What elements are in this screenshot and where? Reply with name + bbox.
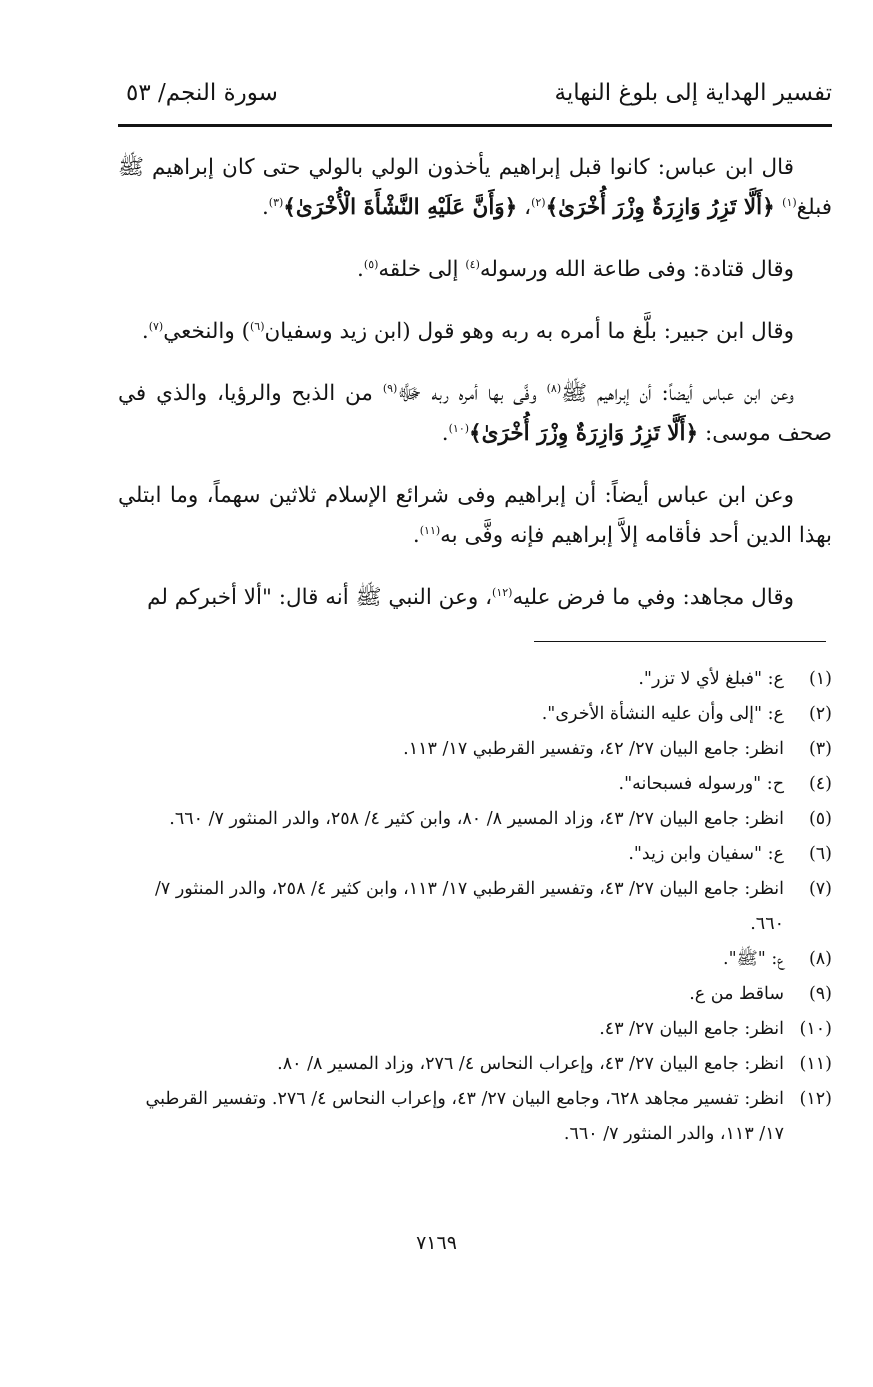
- text-run: وعن ابن عباس أيضاً: أن إبراهيم وفى شرائع الإسلام ثلاثين سهماً، وما ابتلي بهذا الدين أحد فأقامه إلاَّ إبراهيم فإنه وفَّى به: [118, 483, 832, 548]
- footnote-number: (٢): [808, 704, 832, 724]
- text-run: قال ابن عباس: كانوا قبل إبراهيم يأخذون الولي بالولي حتى كان إبراهيم ﷺ فبلغ: [118, 155, 832, 220]
- text-run: وقال قتادة: وفى طاعة الله ورسوله: [479, 257, 794, 282]
- footnote-item: [118, 767, 832, 802]
- footnote-text: انظر: جامع البيان ٢٧/ ٤٣، وإعراب النحاس ٤/ ٢٧٦، وزاد المسير ٨/ ٨٠.: [277, 1054, 784, 1074]
- paragraph: [118, 476, 832, 556]
- text-run: وفَّى بها أمره ربه ﷻ: [397, 381, 547, 406]
- footnote-marker: (١): [782, 195, 797, 209]
- footnote-item: [118, 802, 832, 837]
- footnote-text: انظر: جامع البيان ٢٧/ ٤٣.: [599, 1019, 784, 1039]
- footnote-text: ساقط من ع.: [689, 984, 784, 1004]
- footnote-number: (٦): [808, 844, 832, 864]
- text-run: .: [141, 319, 149, 344]
- page-number: ٧١٦٩: [416, 1232, 457, 1254]
- footnote-text: ع: "إلى وأن عليه النشأة الأخرى".: [541, 704, 784, 724]
- text-run: .: [357, 257, 364, 282]
- surah-label: سورة النجم/ ٥٣: [126, 80, 278, 106]
- header-rule: [118, 124, 832, 127]
- footnote-number: (١): [808, 669, 832, 689]
- main-text: [118, 148, 832, 640]
- paragraph: [118, 250, 832, 290]
- footnote-marker: (٨): [546, 381, 562, 395]
- footnote-separator: [534, 641, 826, 642]
- footnote-number: (١٠): [799, 1019, 832, 1039]
- footnote-item: [118, 942, 832, 977]
- footnote-text: ع: "ﷺ".: [723, 949, 784, 969]
- footnote-number: (٩): [808, 984, 832, 1004]
- text-run: وقال ابن جبير: بلَّغ ما أمره به ربه وهو قول (ابن زيد وسفيان: [264, 319, 794, 344]
- footnote-marker: (٩): [382, 381, 398, 395]
- footnote-item: [118, 697, 832, 732]
- footnote-item: [118, 1082, 832, 1152]
- footnote-text: ع: "سفيان وابن زيد".: [628, 844, 784, 864]
- footnote-number: (١٢): [799, 1089, 832, 1109]
- paragraph: [118, 312, 832, 352]
- footnote-marker: (١٠): [448, 421, 470, 435]
- footnote-number: (٣): [808, 739, 832, 759]
- footnote-item: [118, 872, 832, 942]
- footnote-marker: (٧): [148, 319, 164, 333]
- footnotes: [118, 662, 832, 1152]
- quran-verse: ﴿وَأَنَّ عَلَيْهِ النَّشْأَةَ الْأُخْرَىٰ﴾: [283, 195, 518, 220]
- quran-verse: ﴿أَلَّا تَزِرُ وَازِرَةٌ وِزْرَ أُخْرَىٰ﴾: [469, 421, 699, 446]
- footnote-text: انظر: تفسير مجاهد ٦٢٨، وجامع البيان ٢٧/ ٤٣، وإعراب النحاس ٤/ ٢٧٦. وتفسير القرطبي ١٧/ ١١٣، والدر المنثور ٧/ ٦٦٠.: [145, 1089, 784, 1144]
- paragraph: [118, 578, 832, 618]
- running-header: [118, 80, 832, 120]
- text-run: ، وعن النبي ﷺ أنه قال: "ألا أخبركم لم: [147, 585, 493, 610]
- paragraph: [118, 374, 832, 454]
- book-title: تفسير الهداية إلى بلوغ النهاية: [554, 80, 832, 106]
- footnote-text: انظر: جامع البيان ٢٧/ ٤٣، وتفسير القرطبي ١٧/ ١١٣، وابن كثير ٤/ ٢٥٨، والدر المنثور ٧/ ٦٦٠.: [154, 879, 784, 934]
- paragraph: [118, 148, 832, 228]
- text-run: ) والنخعي: [163, 319, 250, 344]
- text-run: .: [441, 421, 449, 446]
- footnote-text: ح: "ورسوله فسبحانه".: [618, 774, 784, 794]
- footnote-marker: (٥): [363, 257, 379, 271]
- text-run: إلى خلقه: [378, 257, 466, 282]
- footnote-number: (٤): [808, 774, 832, 794]
- text-run: ،: [517, 195, 532, 220]
- footnote-text: ع: "فبلغ لأي لا تزر".: [638, 669, 784, 689]
- footnote-item: [118, 732, 832, 767]
- quran-verse: ﴿أَلَّا تَزِرُ وَازِرَةٌ وِزْرَ أُخْرَىٰ﴾: [545, 195, 783, 220]
- footnote-item: [118, 1047, 832, 1082]
- footnote-item: [118, 837, 832, 872]
- footnote-marker: (٤): [465, 257, 480, 271]
- footnote-number: (٨): [808, 949, 832, 969]
- text-run: .: [261, 195, 269, 220]
- footnote-number: (٧): [808, 879, 832, 899]
- footnote-text: انظر: جامع البيان ٢٧/ ٤٣، وزاد المسير ٨/ ٨٠، وابن كثير ٤/ ٢٥٨، والدر المنثور ٧/ ٦٦٠.: [169, 809, 784, 829]
- footnote-marker: (٦): [250, 319, 265, 333]
- text-run: وعن ابن عباس أيضاً: أن إبراهيم ﷺ: [561, 381, 795, 406]
- footnote-marker: (١١): [419, 523, 441, 537]
- footnote-text: انظر: جامع البيان ٢٧/ ٤٢، وتفسير القرطبي ١٧/ ١١٣.: [403, 739, 784, 759]
- footnote-marker: (٢): [531, 195, 546, 209]
- footnote-item: [118, 1012, 832, 1047]
- footnote-number: (١١): [799, 1054, 832, 1074]
- footnote-item: [118, 662, 832, 697]
- footnote-item: [118, 977, 832, 1012]
- footnote-number: (٥): [808, 809, 832, 829]
- footnote-marker: (١٢): [492, 585, 513, 599]
- text-run: .: [412, 523, 420, 548]
- text-run: من الذبح والرؤيا، والذي في صحف موسى:: [118, 381, 832, 446]
- text-run: وقال مجاهد: وفي ما فرض عليه: [512, 585, 794, 610]
- footnote-marker: (٣): [268, 195, 284, 209]
